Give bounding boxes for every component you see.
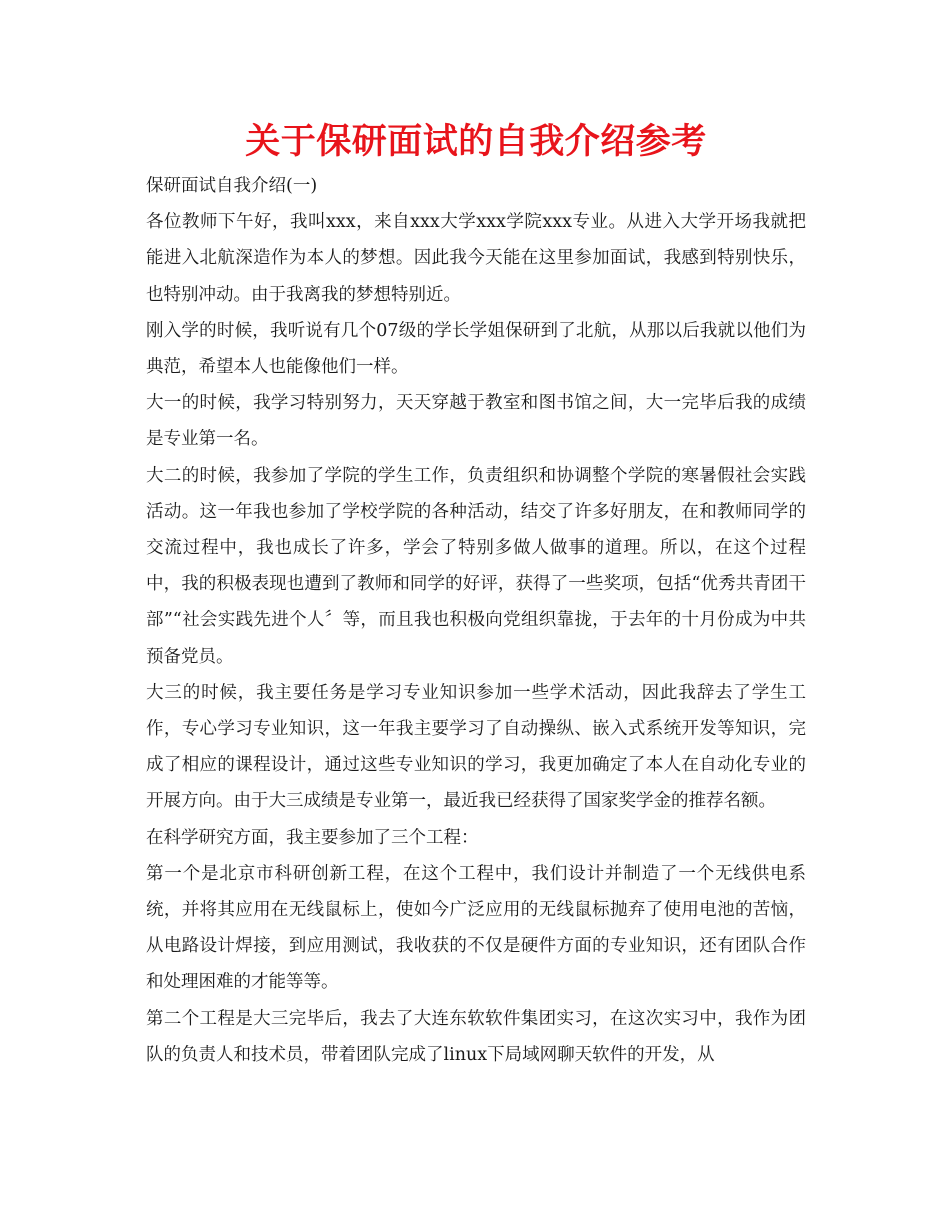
document-page: [146, 0, 806, 1230]
paragraph: 各位教师下午好，我叫xxx，来自xxx大学xxx学院xxx专业。从进入大学开场我就把能进入北航深造作为本人的梦想。因此我今天能在这里参加面试，我感到特别快乐，也特别冲动。由于我离我的梦想特别近。: [146, 212, 806, 305]
paragraph: 大三的时候，我主要任务是学习专业知识参加一些学术活动，因此我辞去了学生工作，专心学习专业知识，这一年我主要学习了自动操纵、嵌入式系统开发等知识，完成了相应的课程设计，通过这些专业知识的学习，我更加确定了本人在自动化专业的开展方向。由于大三成绩是专业第一，最近我已经获得了国家奖学金的推荐名额。: [146, 682, 806, 812]
paragraph: 第一个是北京市科研创新工程，在这个工程中，我们设计并制造了一个无线供电系统，并将其应用在无线鼠标上，使如今广泛应用的无线鼠标抛弃了使用电池的苦恼，从电路设计焊接，到应用测试，我收获的不仅是硬件方面的专业知识，还有团队合作和处理困难的才能等等。: [146, 863, 806, 993]
paragraph: 大二的时候，我参加了学院的学生工作，负责组织和协调整个学院的寒暑假社会实践活动。这一年我也参加了学校学院的各种活动，结交了许多好朋友，在和教师同学的交流过程中，我也成长了许多，学会了特别多做人做事的道理。所以，在这个过程中，我的积极表现也遭到了教师和同学的好评，获得了一些奖项，包括“优秀共青团干部”“社会实践先进个人〞等，而且我也积极向党组织靠拢，于去年的十月份成为中共预备党员。: [146, 465, 806, 667]
paragraph: 刚入学的时候，我听说有几个07级的学长学姐保研到了北航，从那以后我就以他们为典范，希望本人也能像他们一样。: [146, 320, 806, 378]
document-title: 关于保研面试的自我介绍参考: [245, 122, 707, 162]
paragraph: 在科学研究方面，我主要参加了三个工程：: [146, 827, 479, 848]
paragraph-subtitle: 保研面试自我介绍(一): [146, 176, 318, 196]
document-body: [146, 168, 806, 1073]
paragraph: 第二个工程是大三完毕后，我去了大连东软软件集团实习，在这次实习中，我作为团队的负责人和技术员，带着团队完成了linux下局域网聊天软件的开发，从: [146, 1008, 806, 1065]
paragraph: 大一的时候，我学习特别努力，天天穿越于教室和图书馆之间，大一完毕后我的成绩是专业第一名。: [146, 393, 806, 450]
